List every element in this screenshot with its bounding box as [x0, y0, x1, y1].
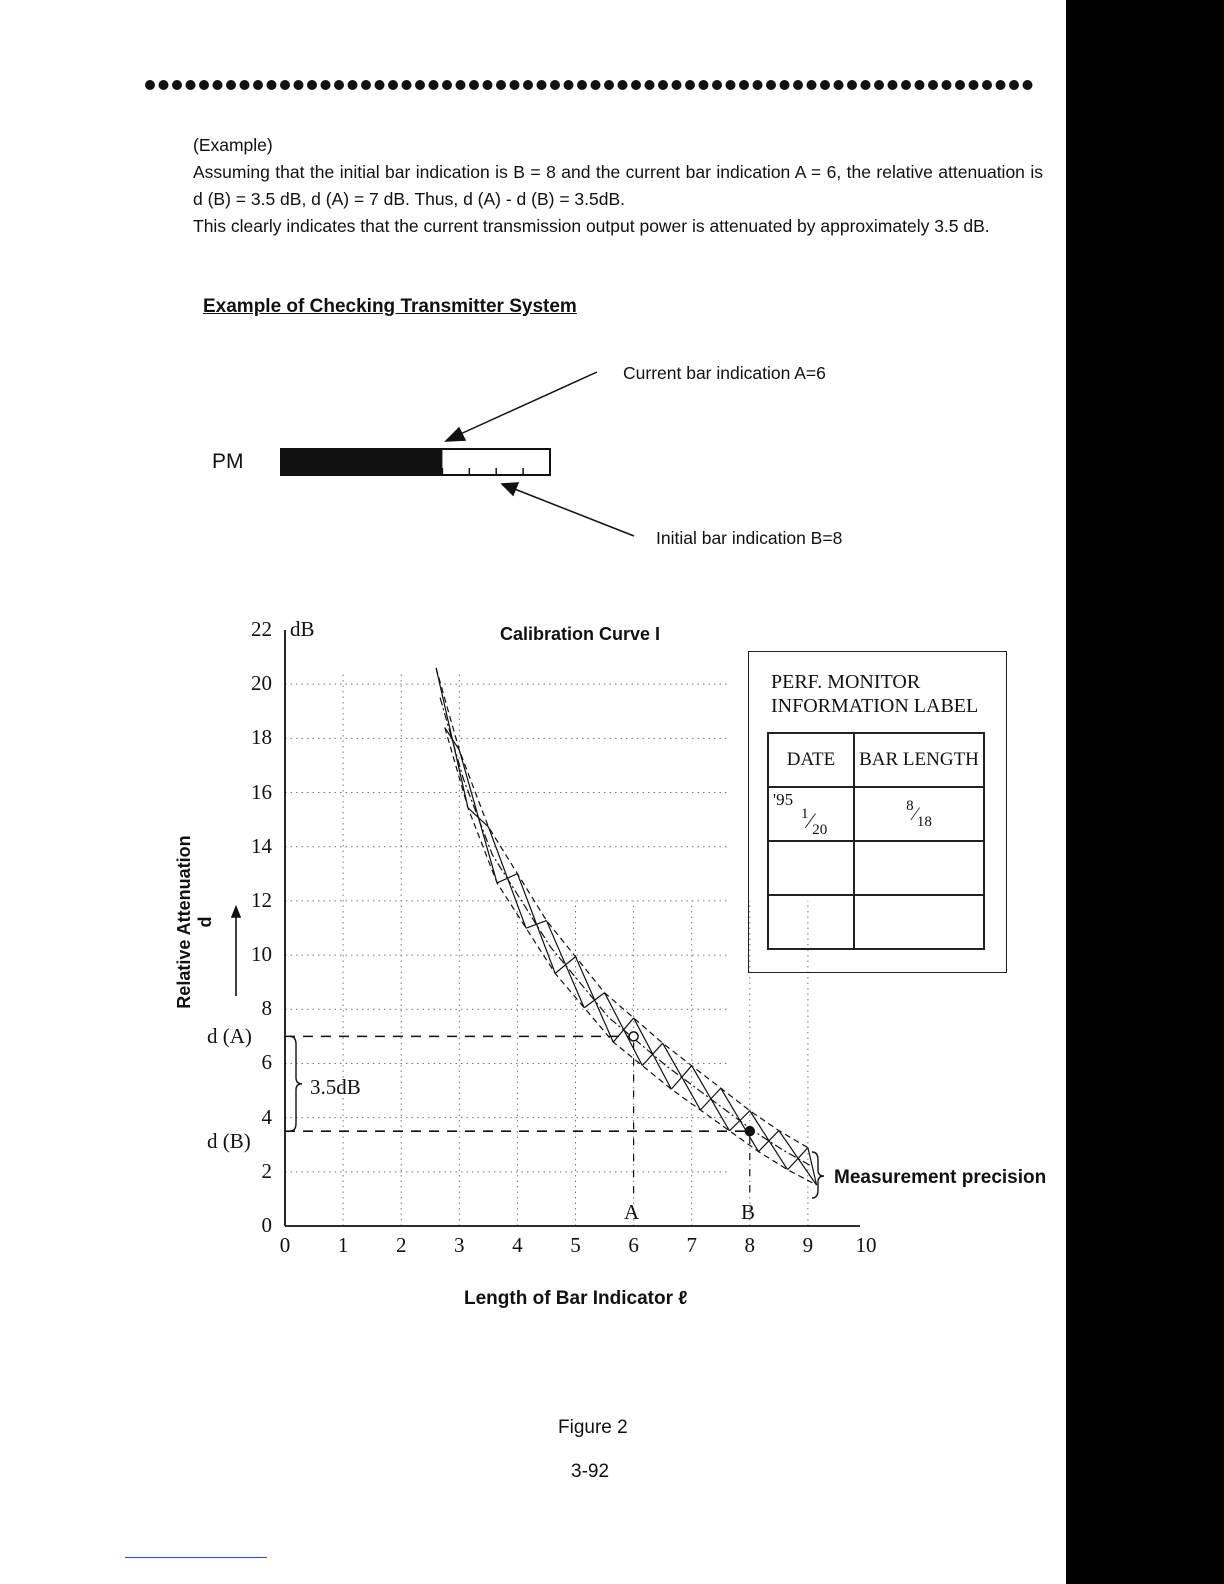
y-tick-label: 20	[251, 671, 272, 696]
current-callout: Current bar indication A=6	[623, 363, 826, 383]
y-tick-label: 10	[251, 942, 272, 967]
marker-b	[745, 1127, 754, 1136]
marker-a	[629, 1032, 638, 1041]
figure-caption: Figure 2	[558, 1417, 628, 1438]
x-tick-label: 6	[628, 1233, 639, 1257]
band-hatch	[526, 921, 546, 929]
y-axis-label: Relative Attenuation d	[174, 835, 215, 1009]
pm-label: PM	[212, 450, 244, 473]
arrow-head-current	[446, 428, 465, 441]
col-date-header: DATE	[768, 733, 854, 787]
x-axis-label: Length of Bar Indicator ℓ	[464, 1288, 688, 1309]
table-row	[768, 841, 984, 895]
band-hatch	[671, 1066, 691, 1089]
x-tick-label: 9	[802, 1233, 814, 1257]
x-tick-label: 4	[512, 1233, 523, 1257]
y-tick-label: 0	[261, 1213, 272, 1237]
d-b-label: d (B)	[207, 1129, 251, 1153]
y-tick-label: 18	[251, 725, 272, 750]
label-title	[771, 670, 978, 718]
chart-grid	[285, 671, 808, 1226]
x-tick-label: 1	[337, 1233, 349, 1257]
y-tick-label: 16	[251, 779, 272, 804]
table-row	[768, 895, 984, 949]
y-tick-label: 14	[251, 833, 272, 858]
table-row	[768, 787, 984, 841]
band-hatch	[488, 827, 526, 928]
paragraph-1: Assuming that the initial bar indication is B = 8 and the current bar indication A = 6, the relative attenuation is d (B) = 3.5 dB, d (A) = 7 dB. Thus, d (A) - d (B) = 3.5dB.	[193, 162, 1043, 209]
perf-monitor-label	[748, 651, 1007, 973]
chart-title: Calibration Curve I	[500, 624, 661, 644]
difference-label: 3.5dB	[310, 1075, 361, 1099]
pm-bar	[281, 449, 550, 475]
band-hatch	[555, 957, 575, 974]
initial-callout: Initial bar indication B=8	[656, 528, 843, 548]
band-hatch	[700, 1088, 720, 1110]
x-tick-label: 0	[279, 1233, 291, 1257]
arrow-head-initial	[502, 483, 518, 495]
y-tick-label: 2	[261, 1158, 272, 1183]
section-heading: Example of Checking Transmitter System	[203, 296, 577, 317]
band-hatch	[642, 1043, 662, 1065]
band-hatch	[759, 1131, 779, 1152]
label-table	[767, 732, 985, 950]
date-value: $^1⁄_{20}$	[801, 806, 828, 838]
band-hatch	[459, 750, 497, 883]
footnote-rule	[125, 1557, 267, 1558]
band-hatch	[788, 1148, 808, 1170]
band-hatch	[584, 993, 604, 1008]
band-hatch	[721, 1088, 759, 1151]
date-year: '95	[773, 790, 794, 809]
y-tick-label: 6	[261, 1050, 272, 1075]
difference-bracket	[290, 1036, 302, 1131]
x-tick-label: 3	[454, 1233, 465, 1257]
band-label: Measurement precision	[834, 1167, 1047, 1188]
band-hatch	[445, 728, 460, 751]
y-tick-label: 12	[251, 887, 272, 912]
page-number: 3-92	[571, 1461, 610, 1482]
y-tick-label: 8	[261, 996, 272, 1021]
y-tick-label: 22	[251, 617, 272, 641]
x-tick-label: 10	[855, 1233, 877, 1257]
x-tick-label: 7	[686, 1233, 697, 1257]
x-tick-label: 5	[570, 1233, 581, 1257]
d-a-label: d (A)	[207, 1024, 252, 1048]
x-tick-label: 2	[395, 1233, 407, 1257]
y-unit: dB	[290, 617, 315, 641]
paragraph-2: This clearly indicates that the current transmission output power is attenuated by approximately 3.5 dB.	[193, 216, 990, 236]
marker-label-a: A	[624, 1200, 640, 1224]
label-title-line1: PERF. MONITOR	[771, 671, 921, 693]
bar-length-value: $^8⁄_{18}$	[854, 787, 984, 841]
marker-label-b: B	[741, 1200, 756, 1224]
band-hatch	[497, 874, 517, 883]
label-title-line2: INFORMATION LABEL	[771, 695, 979, 717]
col-bar-header: BAR LENGTH	[854, 733, 984, 787]
x-tick-label: 8	[744, 1233, 756, 1257]
example-label: (Example)	[193, 135, 273, 155]
y-tick-label: 4	[261, 1104, 272, 1129]
